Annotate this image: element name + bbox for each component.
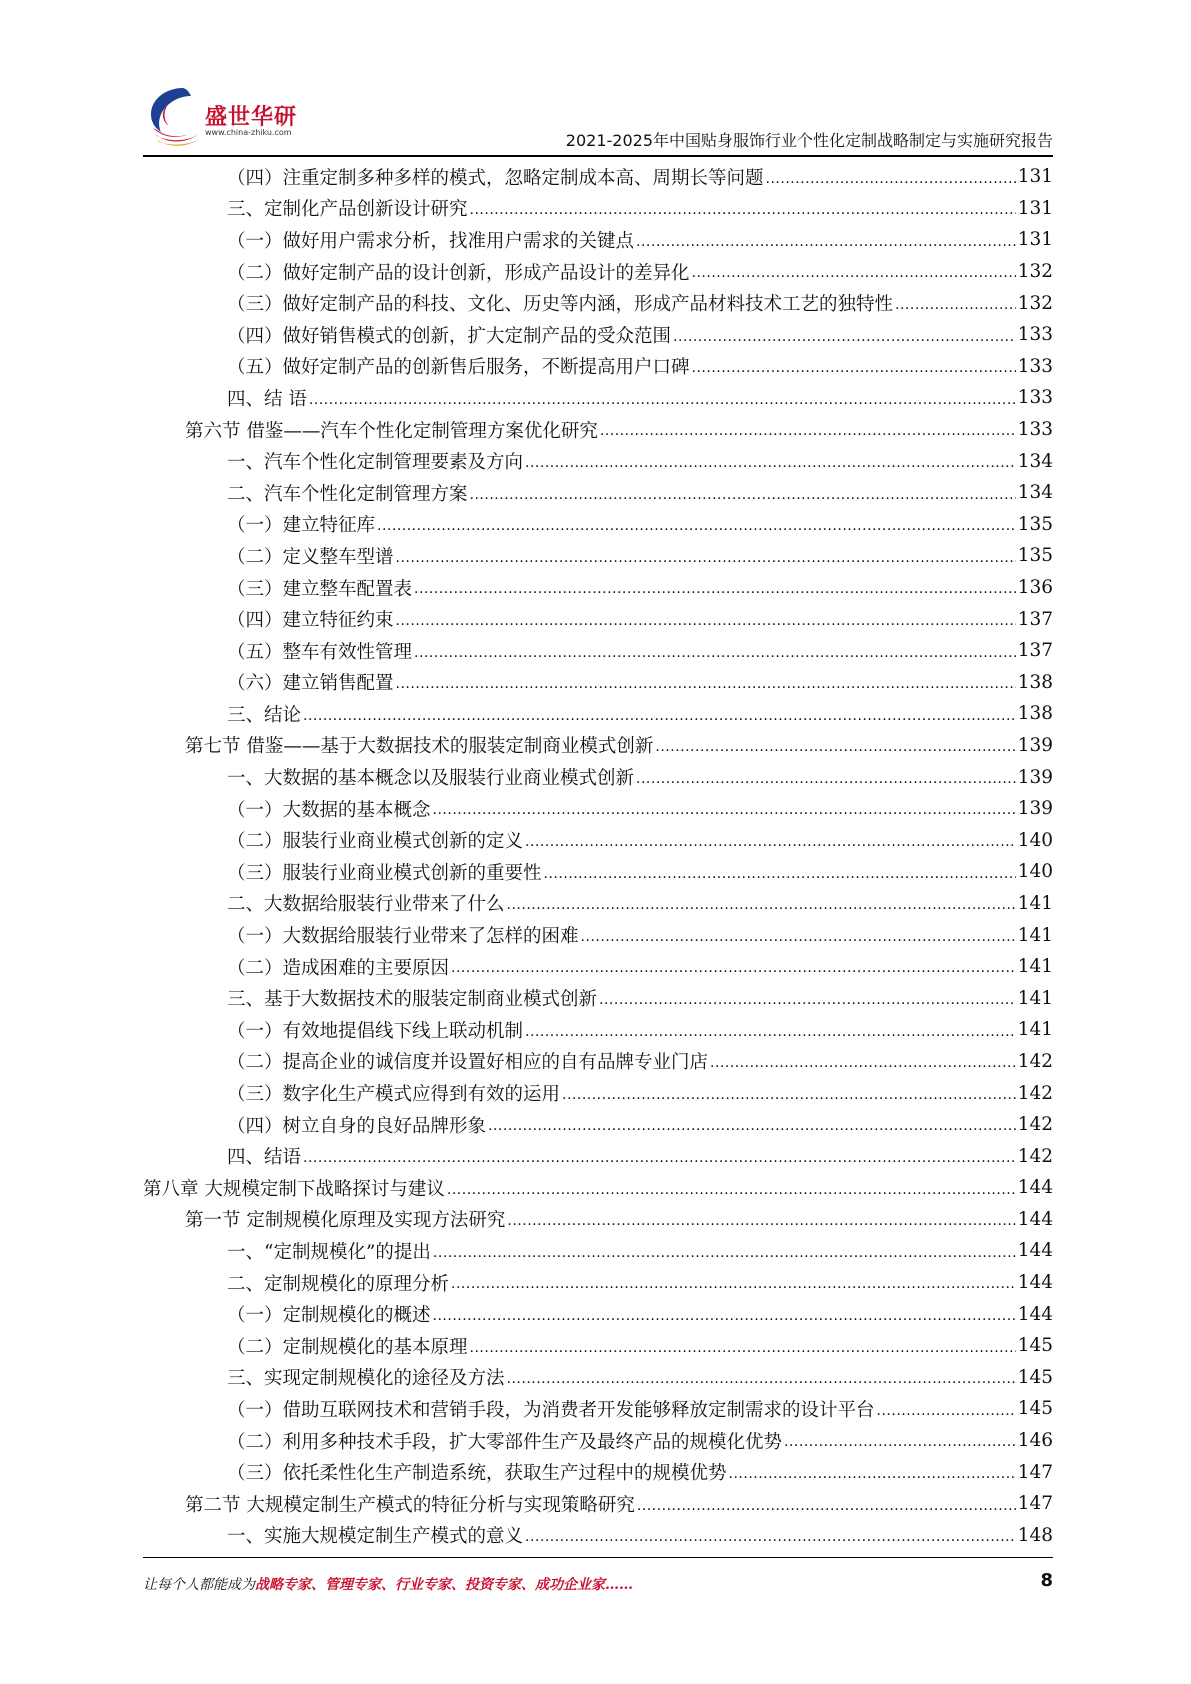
toc-entry[interactable] <box>143 1330 1053 1362</box>
toc-entry-page: 144 <box>1017 1177 1053 1199</box>
footer-slogan-lead: 让每个人都能成为 <box>143 1577 255 1593</box>
toc-dot-leader <box>309 390 1016 408</box>
toc-entry[interactable] <box>143 635 1053 667</box>
toc-entry-page: 133 <box>1017 355 1053 377</box>
toc-entry-title: 二、大数据给服装行业带来了什么 <box>227 894 505 916</box>
toc-dot-leader <box>396 548 1016 566</box>
toc-dot-leader <box>729 1464 1016 1482</box>
toc-entry-page: 131 <box>1017 229 1053 251</box>
toc-entry[interactable] <box>143 1140 1053 1172</box>
toc-entry-title: （二）造成困难的主要原因 <box>227 957 450 979</box>
toc-entry-page: 145 <box>1017 1335 1053 1357</box>
toc-entry-title: （三）服装行业商业模式创新的重要性 <box>227 862 542 884</box>
toc-dot-leader <box>692 263 1016 281</box>
toc-entry-title: （六）建立销售配置 <box>227 673 394 695</box>
toc-entry-title: （一）借助互联网技术和营销手段，为消费者开发能够释放定制需求的设计平台 <box>227 1399 875 1421</box>
toc-entry-title: 一、实施大规模定制生产模式的意义 <box>227 1526 524 1548</box>
toc-entry-page: 142 <box>1017 1050 1053 1072</box>
toc-entry[interactable] <box>143 1456 1053 1488</box>
toc-entry-title: （四）注重定制多种多样的模式，忽略定制成本高、周期长等问题 <box>227 167 764 189</box>
toc-dot-leader <box>562 1085 1016 1103</box>
toc-entry-title: 三、定制化产品创新设计研究 <box>227 199 468 221</box>
toc-entry-title: 二、汽车个性化定制管理方案 <box>227 483 468 505</box>
toc-dot-leader <box>507 1369 1016 1387</box>
toc-dot-leader <box>636 232 1016 250</box>
toc-entry[interactable] <box>143 1235 1053 1267</box>
toc-entry[interactable] <box>143 888 1053 920</box>
toc-entry[interactable] <box>143 919 1053 951</box>
toc-dot-leader <box>784 1432 1016 1450</box>
toc-dot-leader <box>525 453 1016 471</box>
toc-dot-leader <box>673 327 1016 345</box>
company-logo <box>143 82 303 148</box>
toc-entry-title: 四、结 语 <box>227 388 307 410</box>
toc-entry[interactable] <box>143 224 1053 256</box>
toc-entry-page: 142 <box>1017 1082 1053 1104</box>
toc-entry[interactable] <box>143 319 1053 351</box>
toc-entry-page: 147 <box>1017 1493 1053 1515</box>
toc-entry-title: （二）利用多种技术手段，扩大零部件生产及最终产品的规模化优势 <box>227 1431 783 1453</box>
toc-dot-leader <box>581 927 1016 945</box>
toc-entry-title: （一）定制规模化的概述 <box>227 1305 431 1327</box>
toc-entry-title: （四）建立特征约束 <box>227 610 394 632</box>
toc-entry-page: 142 <box>1017 1114 1053 1136</box>
toc-entry-title: （二）定制规模化的基本原理 <box>227 1336 468 1358</box>
toc-entry-page: 139 <box>1017 734 1053 756</box>
toc-entry-page: 133 <box>1017 324 1053 346</box>
toc-entry[interactable] <box>143 540 1053 572</box>
toc-entry-page: 141 <box>1017 956 1053 978</box>
toc-dot-leader <box>433 800 1016 818</box>
toc-dot-leader <box>692 358 1016 376</box>
toc-dot-leader <box>710 1053 1016 1071</box>
toc-entry-page: 144 <box>1017 1272 1053 1294</box>
toc-entry-title: 一、“定制规模化”的提出 <box>227 1241 431 1263</box>
toc-entry[interactable] <box>143 509 1053 541</box>
toc-entry-title: （一）大数据的基本概念 <box>227 799 431 821</box>
toc-entry[interactable] <box>143 1362 1053 1394</box>
toc-entry-page: 137 <box>1017 608 1053 630</box>
toc-entry-page: 134 <box>1017 482 1053 504</box>
toc-entry[interactable] <box>143 730 1053 762</box>
toc-dot-leader <box>488 1116 1016 1134</box>
toc-entry-title: （二）做好定制产品的设计创新，形成产品设计的差异化 <box>227 262 690 284</box>
toc-entry-title: （二）提高企业的诚信度并设置好相应的自有品牌专业门店 <box>227 1052 709 1074</box>
toc-entry-title: （一）建立特征库 <box>227 515 376 537</box>
toc-entry-title: （五）整车有效性管理 <box>227 641 413 663</box>
toc-entry-title: （四）树立自身的良好品牌形象 <box>227 1115 487 1137</box>
toc-entry-page: 147 <box>1017 1461 1053 1483</box>
toc-entry[interactable] <box>143 477 1053 509</box>
toc-entry-page: 132 <box>1017 292 1053 314</box>
toc-dot-leader <box>637 1496 1016 1514</box>
toc-entry[interactable] <box>143 1298 1053 1330</box>
logo-name: 盛世华研 <box>205 105 298 130</box>
toc-dot-leader <box>433 1306 1016 1324</box>
toc-dot-leader <box>599 990 1016 1008</box>
toc-entry[interactable] <box>143 161 1053 193</box>
toc-entry-page: 136 <box>1017 577 1053 599</box>
toc-entry[interactable] <box>143 1520 1053 1552</box>
table-of-contents <box>143 161 1053 1551</box>
toc-entry[interactable] <box>143 1172 1053 1204</box>
toc-entry-title: （四）做好销售模式的创新，扩大定制产品的受众范围 <box>227 325 672 347</box>
toc-entry-title: （三）数字化生产模式应得到有效的运用 <box>227 1084 561 1106</box>
toc-entry-page: 141 <box>1017 924 1053 946</box>
toc-entry-title: （一）做好用户需求分析，找准用户需求的关键点 <box>227 230 635 252</box>
toc-dot-leader <box>414 579 1016 597</box>
toc-dot-leader <box>470 1338 1016 1356</box>
toc-dot-leader <box>447 1180 1016 1198</box>
toc-entry-page: 139 <box>1017 766 1053 788</box>
toc-entry[interactable] <box>143 1488 1053 1520</box>
toc-entry-page: 144 <box>1017 1208 1053 1230</box>
toc-entry[interactable] <box>143 1109 1053 1141</box>
toc-entry-title: （三）依托柔性化生产制造系统，获取生产过程中的规模优势 <box>227 1463 727 1485</box>
toc-dot-leader <box>636 769 1016 787</box>
toc-entry[interactable] <box>143 1077 1053 1109</box>
toc-entry[interactable] <box>143 572 1053 604</box>
toc-entry-page: 138 <box>1017 671 1053 693</box>
logo-emblem-icon <box>143 82 207 148</box>
toc-dot-leader <box>766 169 1016 187</box>
toc-entry-page: 132 <box>1017 261 1053 283</box>
toc-dot-leader <box>451 1274 1016 1292</box>
toc-entry[interactable] <box>143 856 1053 888</box>
toc-entry-title: 三、实现定制规模化的途径及方法 <box>227 1368 505 1390</box>
toc-entry[interactable] <box>143 824 1053 856</box>
toc-entry[interactable] <box>143 982 1053 1014</box>
toc-dot-leader <box>507 895 1016 913</box>
toc-entry[interactable] <box>143 603 1053 635</box>
toc-entry[interactable] <box>143 667 1053 699</box>
toc-entry-page: 139 <box>1017 798 1053 820</box>
toc-entry-title: 第八章 大规模定制下战略探讨与建议 <box>143 1178 445 1200</box>
toc-entry-title: 一、汽车个性化定制管理要素及方向 <box>227 452 524 474</box>
toc-dot-leader <box>525 1022 1016 1040</box>
toc-entry[interactable] <box>143 1425 1053 1457</box>
toc-dot-leader <box>470 485 1016 503</box>
toc-entry-title: （五）做好定制产品的创新售后服务，不断提高用户口碑 <box>227 357 690 379</box>
toc-entry-page: 146 <box>1017 1430 1053 1452</box>
toc-entry-page: 148 <box>1017 1524 1053 1546</box>
toc-entry-title: 第六节 借鉴——汽车个性化定制管理方案优化研究 <box>185 420 598 442</box>
toc-entry-page: 134 <box>1017 450 1053 472</box>
page-footer <box>143 1570 1053 1600</box>
toc-dot-leader <box>303 706 1016 724</box>
toc-entry[interactable] <box>143 1204 1053 1236</box>
toc-entry-title: 第七节 借鉴——基于大数据技术的服装定制商业模式创新 <box>185 736 654 758</box>
toc-dot-leader <box>895 295 1016 313</box>
footer-divider <box>143 1557 1053 1558</box>
toc-entry[interactable] <box>143 256 1053 288</box>
toc-entry-page: 145 <box>1017 1398 1053 1420</box>
toc-entry[interactable] <box>143 951 1053 983</box>
toc-entry[interactable] <box>143 1014 1053 1046</box>
toc-entry-title: （三）做好定制产品的科技、文化、历史等内涵，形成产品材料技术工艺的独特性 <box>227 294 894 316</box>
header-divider <box>143 155 1053 157</box>
page-number: 8 <box>1040 1570 1053 1591</box>
toc-entry-page: 144 <box>1017 1240 1053 1262</box>
toc-entry-page: 140 <box>1017 861 1053 883</box>
toc-dot-leader <box>525 1527 1016 1545</box>
logo-url: www.china-zhiku.com <box>205 128 292 137</box>
toc-entry-title: （二）服装行业商业模式创新的定义 <box>227 831 524 853</box>
toc-dot-leader <box>303 1148 1016 1166</box>
toc-entry[interactable] <box>143 1046 1053 1078</box>
toc-entry-page: 145 <box>1017 1366 1053 1388</box>
toc-entry-page: 141 <box>1017 987 1053 1009</box>
toc-entry-title: （一）有效地提倡线下线上联动机制 <box>227 1020 524 1042</box>
toc-entry-page: 142 <box>1017 1145 1053 1167</box>
toc-entry-page: 140 <box>1017 829 1053 851</box>
toc-entry-page: 131 <box>1017 197 1053 219</box>
toc-entry-title: 四、结语 <box>227 1147 302 1169</box>
toc-entry-page: 131 <box>1017 166 1053 188</box>
toc-entry-page: 135 <box>1017 545 1053 567</box>
toc-entry-title: 第一节 定制规模化原理及实现方法研究 <box>185 1210 506 1232</box>
toc-dot-leader <box>396 674 1016 692</box>
toc-entry[interactable] <box>143 287 1053 319</box>
toc-dot-leader <box>396 611 1016 629</box>
toc-dot-leader <box>377 516 1016 534</box>
toc-entry-page: 133 <box>1017 387 1053 409</box>
toc-dot-leader <box>655 737 1015 755</box>
toc-entry[interactable] <box>143 445 1053 477</box>
toc-dot-leader <box>544 864 1016 882</box>
toc-entry[interactable] <box>143 193 1053 225</box>
toc-entry[interactable] <box>143 1267 1053 1299</box>
toc-entry-page: 144 <box>1017 1303 1053 1325</box>
toc-entry-page: 137 <box>1017 640 1053 662</box>
footer-slogan <box>143 1574 633 1594</box>
report-title: 2021-2025年中国贴身服饰行业个性化定制战略制定与实施研究报告 <box>565 131 1053 150</box>
toc-entry[interactable] <box>143 382 1053 414</box>
toc-entry-page: 141 <box>1017 892 1053 914</box>
toc-entry[interactable] <box>143 761 1053 793</box>
toc-dot-leader <box>451 958 1016 976</box>
toc-dot-leader <box>525 832 1016 850</box>
toc-entry-title: （一）大数据给服装行业带来了怎样的困难 <box>227 926 579 948</box>
toc-entry[interactable] <box>143 351 1053 383</box>
toc-entry-page: 138 <box>1017 703 1053 725</box>
toc-entry-page: 141 <box>1017 1019 1053 1041</box>
toc-entry-title: 三、基于大数据技术的服装定制商业模式创新 <box>227 989 598 1011</box>
toc-entry-title: （三）建立整车配置表 <box>227 578 413 600</box>
toc-dot-leader <box>507 1211 1015 1229</box>
toc-entry-title: 三、结论 <box>227 704 302 726</box>
toc-entry-title: 二、定制规模化的原理分析 <box>227 1273 450 1295</box>
toc-entry[interactable] <box>143 698 1053 730</box>
toc-entry-title: 第二节 大规模定制生产模式的特征分析与实现策略研究 <box>185 1494 635 1516</box>
toc-entry-title: 一、大数据的基本概念以及服装行业商业模式创新 <box>227 768 635 790</box>
toc-entry[interactable] <box>143 1393 1053 1425</box>
toc-dot-leader <box>414 643 1016 661</box>
toc-entry-page: 133 <box>1017 419 1053 441</box>
toc-entry-title: （二）定义整车型谱 <box>227 546 394 568</box>
toc-entry-page: 135 <box>1017 513 1053 535</box>
page-header <box>143 82 1053 148</box>
toc-dot-leader <box>470 200 1016 218</box>
toc-dot-leader <box>433 1243 1016 1261</box>
toc-dot-leader <box>877 1401 1016 1419</box>
toc-dot-leader <box>600 421 1016 439</box>
toc-entry[interactable] <box>143 414 1053 446</box>
toc-entry[interactable] <box>143 793 1053 825</box>
footer-slogan-accent: 战略专家、管理专家、行业专家、投资专家、成功企业家…… <box>255 1577 633 1593</box>
